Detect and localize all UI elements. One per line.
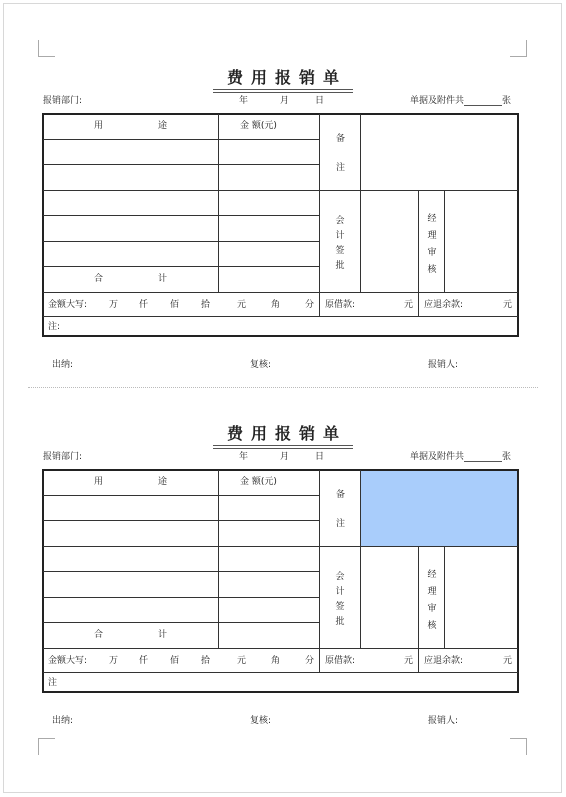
char: 计	[335, 231, 345, 241]
col-line	[218, 114, 219, 292]
char: 会	[335, 216, 345, 226]
char: 经	[427, 214, 437, 224]
header-purpose-a: 用	[94, 477, 104, 487]
row-line	[43, 546, 518, 547]
expense-form-1	[0, 65, 566, 405]
total-a: 合	[94, 274, 104, 284]
char: 审	[427, 248, 437, 258]
row-line	[43, 672, 518, 673]
header-amount: 金 额(元)	[240, 121, 277, 131]
header-amount: 金 额(元)	[240, 477, 277, 487]
crop-mark-top-right	[510, 40, 527, 57]
unit-yuan: 元	[237, 656, 247, 666]
note-label: 注	[48, 678, 58, 688]
unit-bai: 佰	[170, 300, 180, 310]
attachment-count	[410, 453, 511, 462]
form-title: 费用报销单	[226, 424, 347, 443]
total-b: 计	[158, 630, 168, 640]
remarks-a: 备	[336, 490, 346, 500]
char: 理	[427, 231, 437, 241]
refund-unit: 元	[503, 300, 513, 310]
row-line	[43, 622, 319, 623]
row-line	[43, 164, 319, 165]
remarks-a: 备	[336, 134, 346, 144]
title-underline	[213, 89, 353, 90]
year-label: 年	[239, 96, 249, 106]
col-line	[360, 114, 361, 292]
char: 批	[335, 617, 345, 627]
unit-yuan: 元	[237, 300, 247, 310]
col-line	[444, 190, 445, 292]
unit-qian: 仟	[139, 656, 149, 666]
dept-label: 报销部门:	[43, 96, 83, 106]
title-underline	[213, 92, 353, 93]
selected-remarks-cell[interactable]	[361, 471, 517, 546]
unit-fen: 分	[305, 656, 315, 666]
remarks-b: 注	[336, 519, 346, 529]
borrowed-label: 原借款:	[325, 300, 356, 310]
dept-label: 报销部门:	[43, 452, 83, 462]
char: 核	[427, 621, 437, 631]
char: 签	[335, 602, 345, 612]
header-purpose-a: 用	[94, 121, 104, 131]
manager-review	[426, 215, 438, 283]
char: 核	[427, 265, 437, 275]
reviewer-label: 复核:	[250, 360, 272, 370]
row-line	[43, 316, 518, 317]
row-line	[43, 495, 319, 496]
borrowed-unit: 元	[404, 300, 414, 310]
attachment-blank[interactable]	[464, 453, 502, 462]
expense-form-2	[0, 421, 566, 761]
month-label: 月	[280, 452, 290, 462]
attachment-unit: 张	[502, 452, 512, 462]
col-line	[360, 470, 361, 648]
total-a: 合	[94, 630, 104, 640]
refund-unit: 元	[503, 656, 513, 666]
year-label: 年	[239, 452, 249, 462]
accounting-approval	[334, 573, 346, 633]
unit-shi: 拾	[201, 300, 211, 310]
attachment-unit: 张	[502, 96, 512, 106]
day-label: 日	[315, 96, 325, 106]
title-underline	[213, 445, 353, 446]
row-line	[43, 571, 319, 572]
char: 签	[335, 246, 345, 256]
claimant-label: 报销人:	[428, 716, 459, 726]
attachment-count	[410, 97, 511, 106]
col-line	[319, 114, 320, 316]
col-line	[444, 546, 445, 648]
attachment-blank[interactable]	[464, 97, 502, 106]
amount-words-label: 金额大写:	[48, 656, 88, 666]
unit-wan: 万	[109, 300, 119, 310]
day-label: 日	[315, 452, 325, 462]
char: 计	[335, 587, 345, 597]
unit-jiao: 角	[271, 300, 281, 310]
manager-review	[426, 571, 438, 639]
col-line	[218, 470, 219, 648]
crop-mark-top-left	[38, 40, 55, 57]
attachment-label: 单据及附件共	[410, 96, 465, 106]
header-purpose-b: 途	[158, 121, 168, 131]
char: 理	[427, 587, 437, 597]
row-line	[43, 139, 319, 140]
unit-bai: 佰	[170, 656, 180, 666]
col-line	[418, 546, 419, 672]
accounting-approval	[334, 217, 346, 277]
char: 批	[335, 261, 345, 271]
row-line	[43, 241, 319, 242]
char: 经	[427, 570, 437, 580]
refund-label: 应退余款:	[424, 300, 464, 310]
title-underline	[213, 448, 353, 449]
cashier-label: 出纳:	[52, 716, 74, 726]
row-line	[43, 648, 518, 649]
unit-wan: 万	[109, 656, 119, 666]
row-line	[43, 597, 319, 598]
refund-label: 应退余款:	[424, 656, 464, 666]
attachment-label: 单据及附件共	[410, 452, 465, 462]
reviewer-label: 复核:	[250, 716, 272, 726]
note-label: 注:	[48, 322, 61, 332]
borrowed-label: 原借款:	[325, 656, 356, 666]
borrowed-unit: 元	[404, 656, 414, 666]
row-line	[43, 266, 319, 267]
col-line	[319, 470, 320, 672]
cashier-label: 出纳:	[52, 360, 74, 370]
col-line	[418, 190, 419, 316]
row-line	[43, 190, 518, 191]
total-b: 计	[158, 274, 168, 284]
char: 审	[427, 604, 437, 614]
header-purpose-b: 途	[158, 477, 168, 487]
claimant-label: 报销人:	[428, 360, 459, 370]
row-line	[43, 292, 518, 293]
row-line	[43, 520, 319, 521]
remarks-b: 注	[336, 163, 346, 173]
amount-words-label: 金额大写:	[48, 300, 88, 310]
unit-jiao: 角	[271, 656, 281, 666]
form-title: 费用报销单	[226, 68, 347, 87]
char: 会	[335, 572, 345, 582]
month-label: 月	[280, 96, 290, 106]
unit-fen: 分	[305, 300, 315, 310]
row-line	[43, 215, 319, 216]
unit-shi: 拾	[201, 656, 211, 666]
unit-qian: 仟	[139, 300, 149, 310]
